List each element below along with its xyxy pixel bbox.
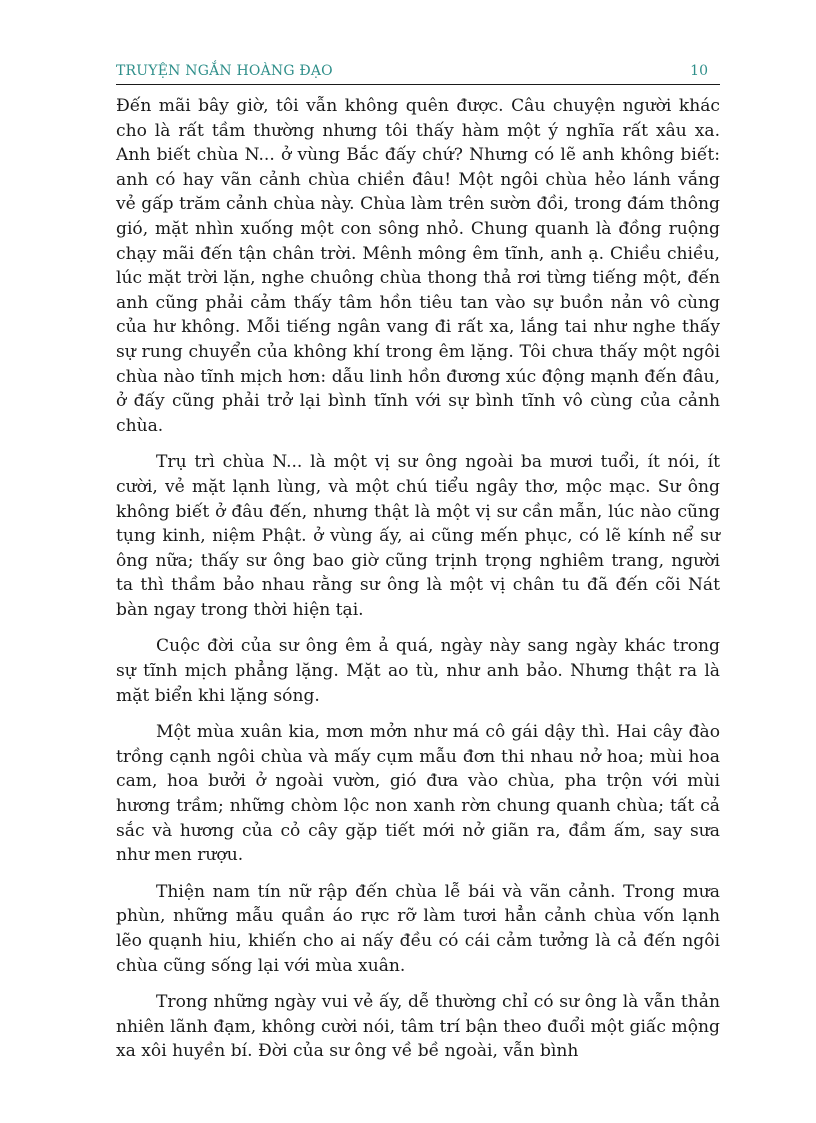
paragraph-2: Trụ trì chùa N... là một vị sư ông ngoài ba mươi tuổi, ít nói, ít cười, vẻ mặt lạnh lùng, và một chú tiểu ngây thơ, mộc mạc. Sư ông không biết ở đâu đến, nhưng thật là một vị sư cần mẫn, lúc nào cũng tụng kinh, niệm Phật. ở vùng ấy, ai cũng mến phục, có lẽ kính nể sư ông nữa; thấy sư ông bao giờ cũng trịnh trọng nghiêm trang, người ta thì thầm bảo nhau rằng sư ông là một vị chân tu đã đến cõi Nát bàn ngay trong thời hiện tại.	[116, 452, 720, 620]
paragraph-6: Trong những ngày vui vẻ ấy, dễ thường chỉ có sư ông là vẫn thản nhiên lãnh đạm, không cười nói, tâm trí bận theo đuổi một giấc mộng xa xôi huyền bí. Đời của sư ông về bề ngoài, vẫn bình	[116, 992, 720, 1062]
paragraph-1: Đến mãi bây giờ, tôi vẫn không quên được. Câu chuyện người khác cho là rất tầm thường nhưng tôi thấy hàm một ý nghĩa rất xâu xa. Anh biết chùa N... ở vùng Bắc đấy chứ? Nhưng có lẽ anh không biết: anh có hay vãn cảnh chùa chiền đâu! Một ngôi chùa hẻo lánh vắng vẻ gấp trăm cảnh chùa này. Chùa làm trên sườn đồi, trong đám thông gió, mặt nhìn xuống một con sông nhỏ. Chung quanh là đồng ruộng chạy mãi đến tận chân trời. Mênh mông êm tĩnh, anh ạ. Chiều chiều, lúc mặt trời lặn, nghe chuông chùa thong thả rơi từng tiếng một, đến anh cũng phải cảm thấy tâm hồn tiêu tan vào sự buồn nản vô cùng của hư không. Mỗi tiếng ngân vang đi rất xa, lắng tai như nghe thấy sự rung chuyển của không khí trong êm lặng. Tôi chưa thấy một ngôi chùa nào tĩnh mịch hơn: dẫu linh hồn đương xúc động mạnh đến đâu, ở đấy cũng phải trở lại bình tĩnh với sự bình tĩnh vô cùng của cảnh chùa.	[116, 96, 720, 436]
paragraph-5: Thiện nam tín nữ rập đến chùa lễ bái và vãn cảnh. Trong mưa phùn, những mẫu quần áo rực rỡ làm tươi hẳn cảnh chùa vốn lạnh lẽo quạnh hiu, khiến cho ai nấy đều có cái cảm tưởng là cả đến ngôi chùa cũng sống lại với mùa xuân.	[116, 881, 720, 976]
header-title: TRUYỆN NGẮN HOÀNG ĐẠO	[116, 63, 333, 79]
paragraph-4: Một mùa xuân kia, mơn mởn như má cô gái dậy thì. Hai cây đào trồng cạnh ngôi chùa và mấy cụm mẫu đơn thi nhau nở hoa; mùi hoa cam, hoa bưởi ở ngoài vườn, gió đưa vào chùa, pha trộn với mùi hương trầm; những chòm lộc non xanh rờn chung quanh chùa; tất cả sắc và hương của cỏ cây gặp tiết mới nở giãn ra, đầm ấm, say sưa như men rượu.	[116, 722, 720, 866]
story-body	[116, 94, 720, 1064]
running-header	[116, 62, 720, 85]
page-number: 10	[690, 63, 708, 79]
paragraph-3: Cuộc đời của sư ông êm ả quá, ngày này sang ngày khác trong sự tĩnh mịch phẳng lặng. Mặt ao tù, như anh bảo. Nhưng thật ra là mặt biển khi lặng sóng.	[116, 636, 720, 706]
